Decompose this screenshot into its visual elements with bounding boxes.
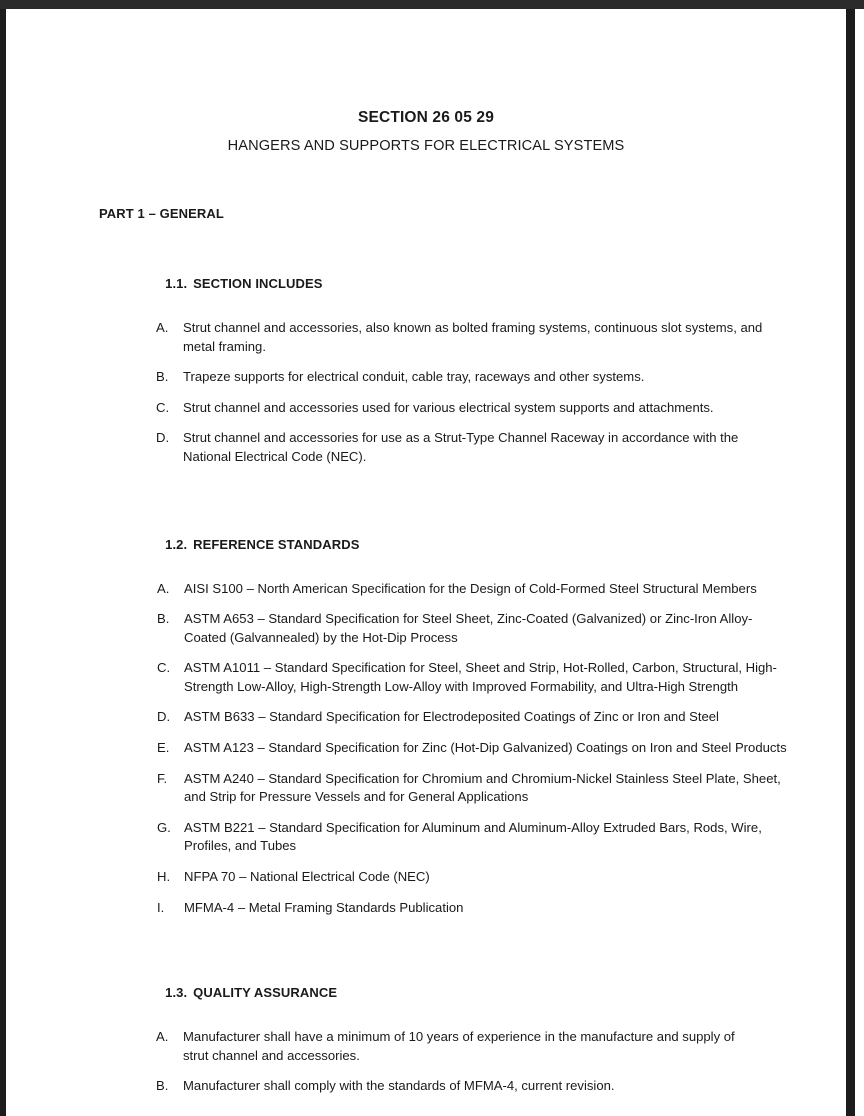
viewer-right-edge [846, 9, 855, 1116]
list-item [156, 1028, 846, 1065]
section-title-1-3: QUALITY ASSURANCE [193, 985, 338, 1001]
section-1-1 [6, 261, 846, 466]
list-item-text: ASTM B633 – Standard Specification for Electrodeposited Coatings of Zinc or Iron and Steel [184, 709, 719, 725]
list-item [156, 429, 846, 466]
list-item [157, 580, 846, 599]
section-number-1-2: 1.2. [165, 536, 188, 552]
list-item-text: ASTM A123 – Standard Specification for Zinc (Hot-Dip Galvanized) Coatings on Iron and Steel Products [184, 740, 787, 756]
list-item [157, 770, 846, 807]
item-list-1-1 [6, 319, 846, 466]
section-1-3 [6, 970, 846, 1096]
section-number-1-3: 1.3. [165, 985, 188, 1001]
item-list-1-3 [6, 1028, 846, 1096]
list-item-text: AISI S100 – North American Specification for the Design of Cold-Formed Steel Structural Members [184, 580, 757, 596]
list-item-marker: B. [156, 369, 169, 385]
list-item [157, 610, 846, 647]
title-block [6, 110, 846, 153]
list-item [156, 368, 846, 387]
list-item-marker: I. [157, 899, 165, 915]
list-item [157, 819, 846, 856]
list-item-text: Strut channel and accessories for use as a Strut-Type Channel Raceway in accordance with the National Electrical Code (NEC). [183, 430, 739, 464]
list-item-text: ASTM A1011 – Standard Specification for Steel, Sheet and Strip, Hot-Rolled, Carbon, Structural, High-Strength Low-Alloy, High-Strength Low-Alloy with Improved Formability, and Ultra-High Strength [184, 660, 777, 694]
section-heading-1-1 [128, 261, 846, 306]
section-heading-1-3 [128, 970, 846, 1015]
document-page [6, 9, 846, 1116]
page-subtitle: HANGERS AND SUPPORTS FOR ELECTRICAL SYSTEMS [227, 137, 625, 154]
list-item-text: Manufacturer shall have a minimum of 10 years of experience in the manufacture and supply of strut channel and accessories. [183, 1029, 735, 1063]
list-item [157, 868, 846, 887]
list-item-marker: F. [157, 770, 168, 786]
list-item [157, 739, 846, 758]
list-item-marker: A. [156, 1029, 169, 1045]
list-item-marker: D. [156, 430, 170, 446]
item-list-1-2 [6, 580, 846, 918]
list-item-text: Trapeze supports for electrical conduit, cable tray, raceways and other systems. [183, 369, 645, 385]
section-heading-1-2 [128, 522, 846, 567]
list-item-text: MFMA-4 – Metal Framing Standards Publication [184, 899, 464, 915]
section-1-2 [6, 522, 846, 918]
list-item [156, 399, 846, 418]
list-item-text: Manufacturer shall comply with the standards of MFMA-4, current revision. [183, 1078, 615, 1094]
list-item-marker: A. [157, 580, 170, 596]
list-item [156, 319, 846, 356]
section-title-1-2: REFERENCE STANDARDS [193, 536, 360, 552]
list-item-marker: A. [156, 320, 169, 336]
list-item-text: Strut channel and accessories, also known as bolted framing systems, continuous slot systems, and metal framing. [183, 320, 763, 354]
list-item [156, 1077, 846, 1096]
list-item [157, 899, 846, 918]
part-heading: PART 1 – GENERAL [99, 206, 224, 222]
document-body [6, 9, 846, 1096]
list-item-marker: B. [156, 1078, 169, 1094]
list-item-marker: H. [157, 868, 171, 884]
list-item-marker: E. [157, 740, 170, 756]
section-number-1-1: 1.1. [165, 276, 188, 292]
list-item-marker: D. [157, 709, 171, 725]
list-item-text: ASTM A240 – Standard Specification for Chromium and Chromium-Nickel Stainless Steel Plate, Sheet, and Strip for Pressure Vessels and for General Applications [184, 770, 781, 805]
list-item-text: NFPA 70 – National Electrical Code (NEC) [184, 868, 430, 884]
list-item-text: ASTM B221 – Standard Specification for Aluminum and Aluminum-Alloy Extruded Bars, Rods, Wire, Profiles, and Tubes [184, 819, 762, 854]
list-item-marker: G. [157, 819, 171, 835]
list-item [157, 659, 846, 696]
list-item-text: Strut channel and accessories used for various electrical system supports and attachments. [183, 399, 714, 415]
list-item [157, 708, 846, 727]
list-item-text: ASTM A653 – Standard Specification for Steel Sheet, Zinc-Coated (Galvanized) or Zinc-Iron Alloy-Coated (Galvannealed) by the Hot-Dip Process [184, 611, 753, 645]
list-item-marker: B. [157, 611, 170, 627]
list-item-marker: C. [156, 399, 170, 415]
viewer-top-bar [0, 0, 864, 9]
list-item-marker: C. [157, 660, 171, 676]
section-title-1-1: SECTION INCLUDES [193, 276, 323, 292]
page-title: SECTION 26 05 29 [358, 109, 494, 126]
